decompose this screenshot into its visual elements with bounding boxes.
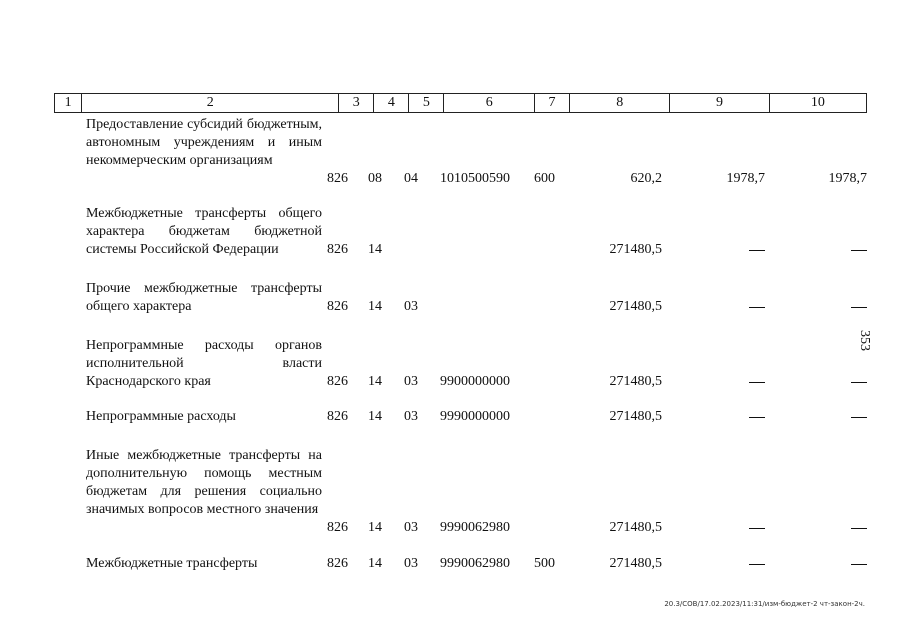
cell-amount-10 [851, 408, 867, 426]
dash-mark [749, 528, 765, 529]
cell-section: 14 [368, 299, 382, 314]
cell-ministry: 826 [327, 242, 348, 257]
cell-amount-10 [851, 298, 867, 316]
header-col-10: 10 [810, 95, 825, 110]
cell-amount-10 [851, 519, 867, 537]
dash-mark [851, 564, 867, 565]
cell-amount-8: 271480,5 [609, 556, 662, 571]
cell-amount-9: 1978,7 [726, 171, 765, 186]
cell-subsection: 03 [404, 556, 418, 571]
table-header [54, 93, 867, 113]
cell-amount-10: 1978,7 [828, 171, 867, 186]
row-description: Межбюджетные трансферты общего характера бюджетам бюджетной системы Российской Федерации [86, 206, 322, 257]
cell-amount-9 [749, 555, 765, 573]
header-col-1: 1 [55, 94, 82, 112]
cell-amount-10 [851, 373, 867, 391]
header-col-4: 4 [374, 94, 409, 112]
cell-amount-10 [851, 555, 867, 573]
cell-amount-8: 271480,5 [609, 299, 662, 314]
dash-mark [851, 250, 867, 251]
row-description: Межбюджетные трансферты [86, 556, 258, 571]
row-description: Иные межбюджетные трансферты на дополнительную помощь местным бюджетам для решения социально значимых вопросов местного значения [86, 448, 322, 517]
cell-amount-10 [851, 241, 867, 259]
cell-target: 9900000000 [440, 374, 510, 389]
dash-mark [749, 382, 765, 383]
row-description: Прочие межбюджетные трансферты общего характера [86, 281, 322, 314]
cell-amount-9 [749, 408, 765, 426]
cell-subsection: 03 [404, 299, 418, 314]
cell-ministry: 826 [327, 409, 348, 424]
cell-section: 14 [368, 242, 382, 257]
cell-section: 14 [368, 409, 382, 424]
header-col-9: 9 [670, 94, 769, 112]
dash-mark [749, 564, 765, 565]
dash-mark [749, 307, 765, 308]
cell-expense-type: 500 [534, 556, 555, 571]
dash-mark [749, 250, 765, 251]
dash-mark [851, 417, 867, 418]
cell-target: 9990000000 [440, 409, 510, 424]
cell-amount-8: 271480,5 [609, 409, 662, 424]
cell-section: 14 [368, 374, 382, 389]
cell-subsection: 03 [404, 374, 418, 389]
cell-ministry: 826 [327, 171, 348, 186]
cell-amount-8: 271480,5 [609, 242, 662, 257]
header-col-6: 6 [444, 94, 535, 112]
cell-ministry: 826 [327, 556, 348, 571]
cell-target: 9990062980 [440, 520, 510, 535]
cell-amount-9 [749, 241, 765, 259]
cell-amount-8: 620,2 [630, 171, 662, 186]
cell-ministry: 826 [327, 299, 348, 314]
footer-stamp: 20.3/СОВ/17.02.2023/11:31/изм-бюджет-2 чт-закон-2ч. [664, 600, 865, 608]
cell-section: 14 [368, 556, 382, 571]
dash-mark [749, 417, 765, 418]
cell-target: 1010500590 [440, 171, 510, 186]
cell-subsection: 04 [404, 171, 418, 186]
cell-ministry: 826 [327, 374, 348, 389]
dash-mark [851, 382, 867, 383]
cell-subsection: 03 [404, 520, 418, 535]
cell-amount-8: 271480,5 [609, 520, 662, 535]
cell-section: 14 [368, 520, 382, 535]
header-col-2: 2 [82, 94, 339, 112]
cell-target: 9990062980 [440, 556, 510, 571]
cell-expense-type: 600 [534, 171, 555, 186]
header-col-7: 7 [535, 94, 570, 112]
dash-mark [851, 528, 867, 529]
cell-ministry: 826 [327, 520, 348, 535]
cell-subsection: 03 [404, 409, 418, 424]
page-number: 353 [857, 330, 872, 351]
cell-amount-9 [749, 298, 765, 316]
header-col-3: 3 [339, 94, 374, 112]
cell-amount-9 [749, 519, 765, 537]
cell-amount-9 [749, 373, 765, 391]
header-col-8: 8 [570, 94, 670, 112]
cell-section: 08 [368, 171, 382, 186]
row-description: Непрограммные расходы органов исполнительной власти Краснодарского края [86, 338, 322, 389]
header-col-5: 5 [409, 94, 444, 112]
dash-mark [851, 307, 867, 308]
row-description: Предоставление субсидий бюджетным, автономным учреждениям и иным некоммерческим организациям [86, 117, 322, 168]
cell-amount-8: 271480,5 [609, 374, 662, 389]
row-description: Непрограммные расходы [86, 409, 236, 424]
